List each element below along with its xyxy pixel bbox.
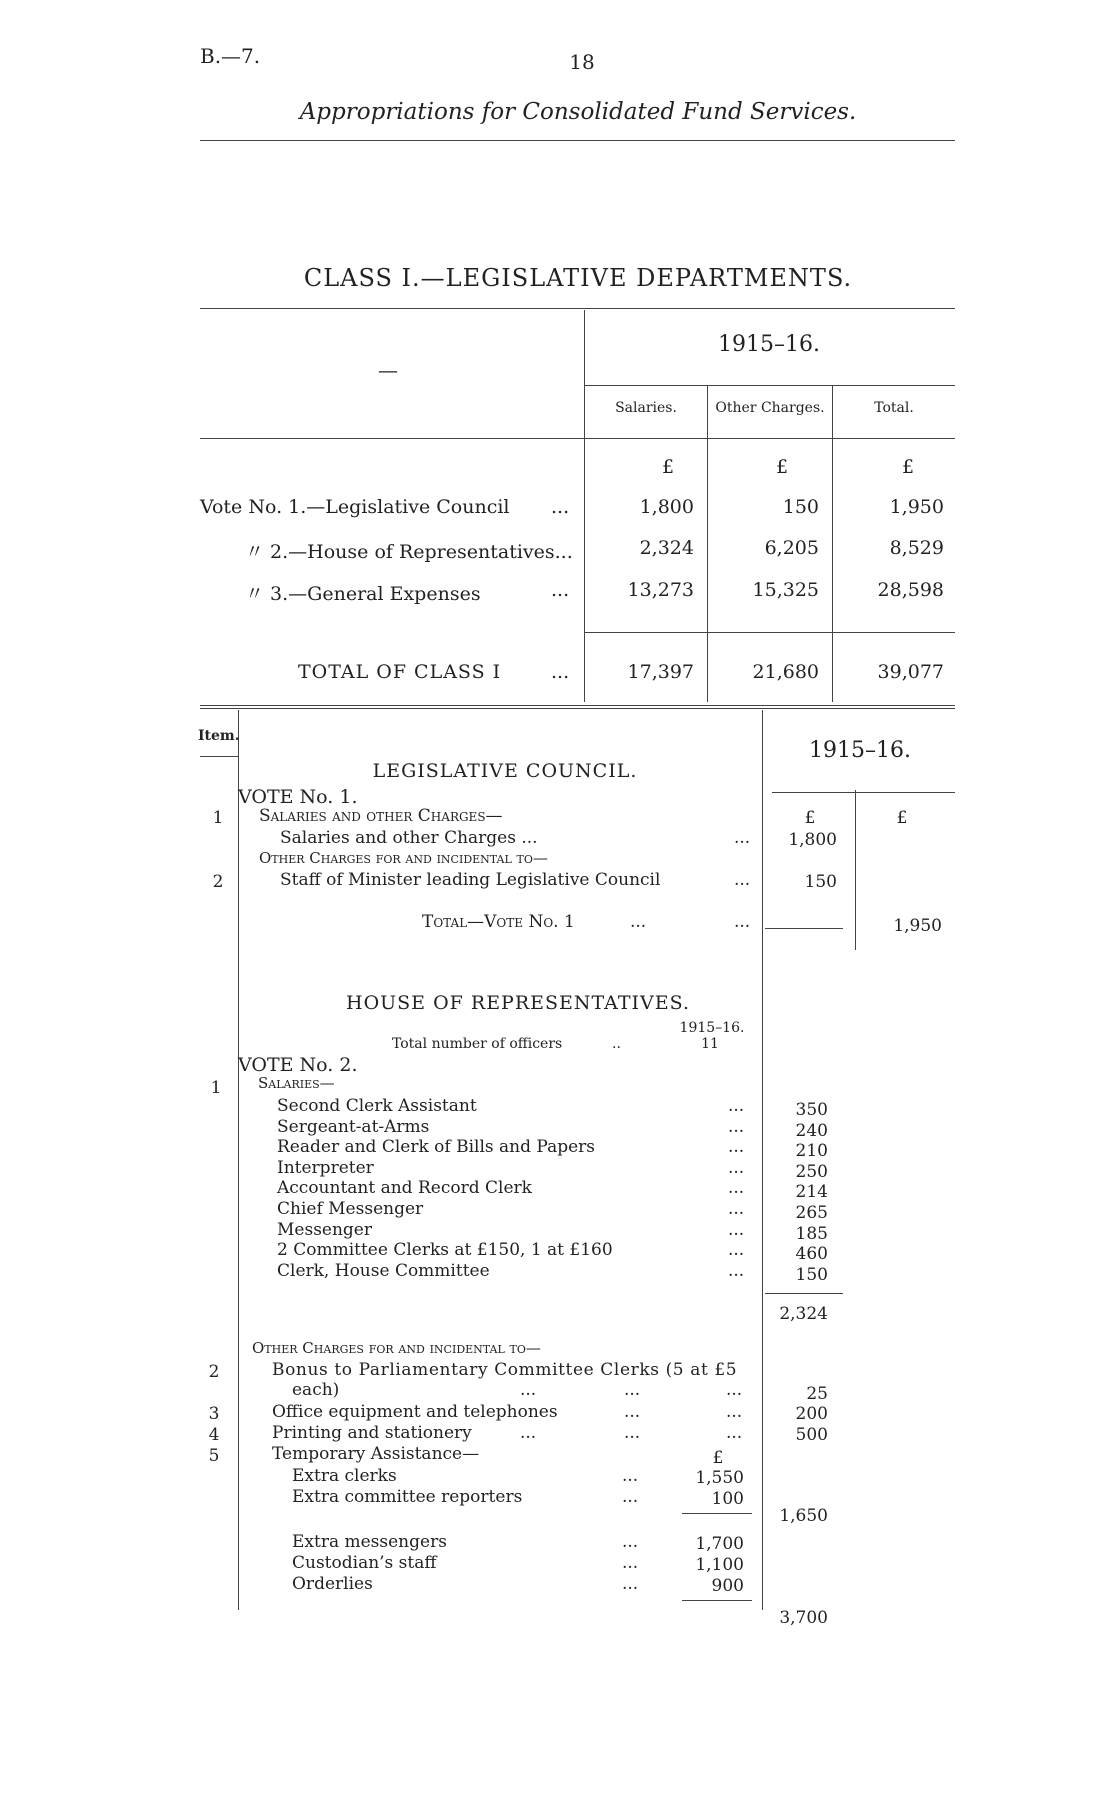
leader-dots: ... <box>624 1423 641 1443</box>
line-label: Bonus to Parliamentary Committee Clerks (5 at £5 <box>272 1360 738 1380</box>
amount-value: 25 <box>806 1384 828 1404</box>
line-label: Clerk, House Committee <box>277 1260 490 1281</box>
col-header-salaries: Salaries. <box>615 400 677 416</box>
item-number: 2 <box>208 1362 220 1382</box>
total-label: Total—Vote No. 1 <box>422 912 575 932</box>
amount-value: 150 <box>795 1264 828 1285</box>
subheading: Salaries— <box>258 1074 335 1092</box>
group-rule <box>682 1513 752 1514</box>
salaries-value: 1,800 <box>639 496 694 518</box>
currency-mark: £ <box>712 1448 724 1468</box>
leader-dots: ... <box>734 870 751 890</box>
amount-value: 240 <box>795 1120 828 1141</box>
row-label: Vote No. 1.—Legislative Council <box>200 496 510 518</box>
amount-value: 900 <box>711 1576 744 1596</box>
summary-year: 1915–16. <box>718 332 820 357</box>
amount-value: 1,550 <box>695 1468 744 1488</box>
line-label: Orderlies <box>292 1574 373 1594</box>
summary-bottom-rule <box>200 705 955 706</box>
line-label: Salaries and other Charges ... <box>280 828 538 848</box>
page-number: 18 <box>569 50 595 74</box>
leader-dots: ... <box>551 661 570 683</box>
item-column-header: Item. <box>198 728 240 744</box>
amount-value: 265 <box>795 1203 828 1223</box>
total-column-divider <box>855 790 856 950</box>
amount-value: 210 <box>795 1141 828 1162</box>
amount-value: 150 <box>804 872 837 892</box>
leader-dots: ... <box>728 1096 745 1116</box>
line-label: Office equipment and telephones <box>272 1402 558 1422</box>
amount-value: 1,100 <box>695 1555 744 1575</box>
line-label-continuation: each) <box>292 1380 340 1400</box>
salaries-value: 17,397 <box>627 661 694 683</box>
line-label: Printing and stationery <box>272 1423 472 1443</box>
leader-dots: ... <box>622 1487 639 1507</box>
amount-column-divider <box>762 710 763 1610</box>
leader-dots: ... <box>728 1219 745 1240</box>
item-number: 4 <box>208 1425 220 1445</box>
group-subtotal: 3,700 <box>779 1608 828 1628</box>
header-rule <box>200 140 955 141</box>
item-number: 3 <box>208 1404 220 1424</box>
subtotal-rule <box>765 1293 843 1294</box>
leader-dots: ... <box>622 1553 639 1573</box>
item-number: 2 <box>212 872 224 892</box>
line-label: Extra committee reporters <box>292 1487 523 1507</box>
line-label: Staff of Minister leading Legislative Council <box>280 870 661 890</box>
subheading: Other Charges for and incidental to— <box>252 1339 541 1357</box>
line-label: Extra clerks <box>292 1466 397 1486</box>
line-label: Second Clerk Assistant <box>277 1096 477 1116</box>
line-label: Extra messengers <box>292 1532 447 1552</box>
row-label: TOTAL OF CLASS I <box>298 661 502 683</box>
detail-year: 1915–16. <box>809 738 911 763</box>
currency-mark: £ <box>901 456 915 478</box>
leader-dots: ... <box>520 1380 537 1400</box>
leader-dots: ... <box>728 1116 745 1137</box>
line-label: 2 Committee Clerks at £150, 1 at £160 <box>277 1240 613 1261</box>
amount-value: 500 <box>795 1425 828 1445</box>
col-header-total: Total. <box>874 400 914 416</box>
line-label: Temporary Assistance— <box>272 1444 480 1464</box>
leader-dots: ... <box>551 496 570 518</box>
group-rule <box>682 1600 752 1601</box>
leader-dots: ... <box>551 579 570 601</box>
leader-dots: ... <box>622 1532 639 1552</box>
leader-dots: ... <box>728 1137 745 1158</box>
leader-dots: ... <box>622 1574 639 1594</box>
section-heading: HOUSE OF REPRESENTATIVES. <box>346 992 690 1014</box>
line-label: Chief Messenger <box>277 1199 424 1219</box>
leader-dots: ... <box>630 912 647 932</box>
salaries-value: 2,324 <box>639 537 694 559</box>
leader-dots: ... <box>726 1423 743 1443</box>
officers-count: 11 <box>701 1036 719 1052</box>
line-label: Custodian’s staff <box>292 1553 437 1573</box>
leader-dots: ... <box>622 1466 639 1486</box>
other-charges-value: 15,325 <box>752 579 819 601</box>
year-rule <box>772 792 955 793</box>
page-title: Appropriations for Consolidated Fund Services. <box>299 99 857 125</box>
leader-dots: ... <box>624 1402 641 1422</box>
amount-value: 1,700 <box>695 1534 744 1554</box>
class-title: CLASS I.—LEGISLATIVE DEPARTMENTS. <box>303 264 853 292</box>
other-charges-value: 21,680 <box>752 661 819 683</box>
section-heading: LEGISLATIVE COUNCIL. <box>372 760 638 782</box>
total-value: 1,950 <box>889 496 944 518</box>
leader-dots: ... <box>728 1260 745 1281</box>
subheading: Salaries and other Charges— <box>259 806 503 826</box>
item-number: 5 <box>208 1446 220 1466</box>
leader-dots: ... <box>728 1178 745 1199</box>
subheading: Other Charges for and incidental to— <box>259 849 548 867</box>
line-label: Sergeant-at-Arms <box>277 1116 430 1137</box>
item-number: 1 <box>210 1078 222 1098</box>
total-value: 39,077 <box>877 661 944 683</box>
amount-value: 100 <box>711 1489 744 1509</box>
amount-value: 350 <box>795 1100 828 1120</box>
currency-mark: £ <box>804 808 816 828</box>
officers-label: Total number of officers <box>392 1036 563 1052</box>
total-value: 8,529 <box>889 537 944 559</box>
item-number: 1 <box>212 808 224 828</box>
currency-mark: £ <box>775 456 789 478</box>
amount-value: 200 <box>795 1404 828 1424</box>
amount-value: 185 <box>795 1223 828 1244</box>
leader-dots: ... <box>520 1423 537 1443</box>
vote-label: VOTE No. 1. <box>238 786 358 808</box>
item-column-divider <box>238 710 239 1610</box>
currency-mark: £ <box>661 456 675 478</box>
leader-dots: ... <box>726 1380 743 1400</box>
salaries-value: 13,273 <box>627 579 694 601</box>
group-subtotal: 1,650 <box>779 1506 828 1526</box>
summary-top-rule <box>200 308 955 309</box>
row-label: 〃 2.—House of Representatives... <box>245 541 573 563</box>
line-label: Accountant and Record Clerk <box>277 1178 532 1199</box>
document-code: B.—7. <box>200 44 261 68</box>
leader-dots: ... <box>726 1402 743 1422</box>
amount-value: 460 <box>795 1244 828 1265</box>
summary-divider <box>707 385 708 702</box>
subtotal-rule <box>765 928 843 929</box>
item-header-rule <box>200 756 238 757</box>
line-label: Messenger <box>277 1219 372 1240</box>
summary-divider <box>832 385 833 702</box>
summary-head-rule <box>200 438 955 439</box>
col-header-other-charges: Other Charges. <box>715 400 825 416</box>
amount-value: 214 <box>795 1182 828 1203</box>
other-charges-value: 6,205 <box>764 537 819 559</box>
vote-label: VOTE No. 2. <box>238 1054 358 1076</box>
salaries-subtotal: 2,324 <box>779 1304 828 1324</box>
leader-dots: ... <box>734 912 751 932</box>
summary-subtotal-rule <box>584 632 955 633</box>
amount-value: 250 <box>795 1161 828 1182</box>
total-value: 28,598 <box>877 579 944 601</box>
officers-year: 1915–16. <box>679 1020 745 1036</box>
stub-dash: — <box>378 358 398 382</box>
total-value: 1,950 <box>893 916 942 936</box>
leader-dots: ... <box>728 1199 745 1219</box>
line-label: Reader and Clerk of Bills and Papers <box>277 1137 596 1158</box>
amount-value: 1,800 <box>788 830 837 850</box>
leader-dots: ... <box>728 1157 745 1178</box>
detail-top-rule <box>200 708 955 709</box>
leader-dots: ... <box>734 828 751 848</box>
summary-year-rule <box>584 385 955 386</box>
leader-dots: .. <box>612 1036 621 1052</box>
line-label: Interpreter <box>277 1157 374 1178</box>
row-label: 〃 3.—General Expenses <box>245 583 481 605</box>
leader-dots: ... <box>624 1380 641 1400</box>
summary-divider <box>584 310 585 702</box>
leader-dots: ... <box>728 1240 745 1261</box>
currency-mark: £ <box>896 808 908 828</box>
other-charges-value: 150 <box>782 496 819 518</box>
